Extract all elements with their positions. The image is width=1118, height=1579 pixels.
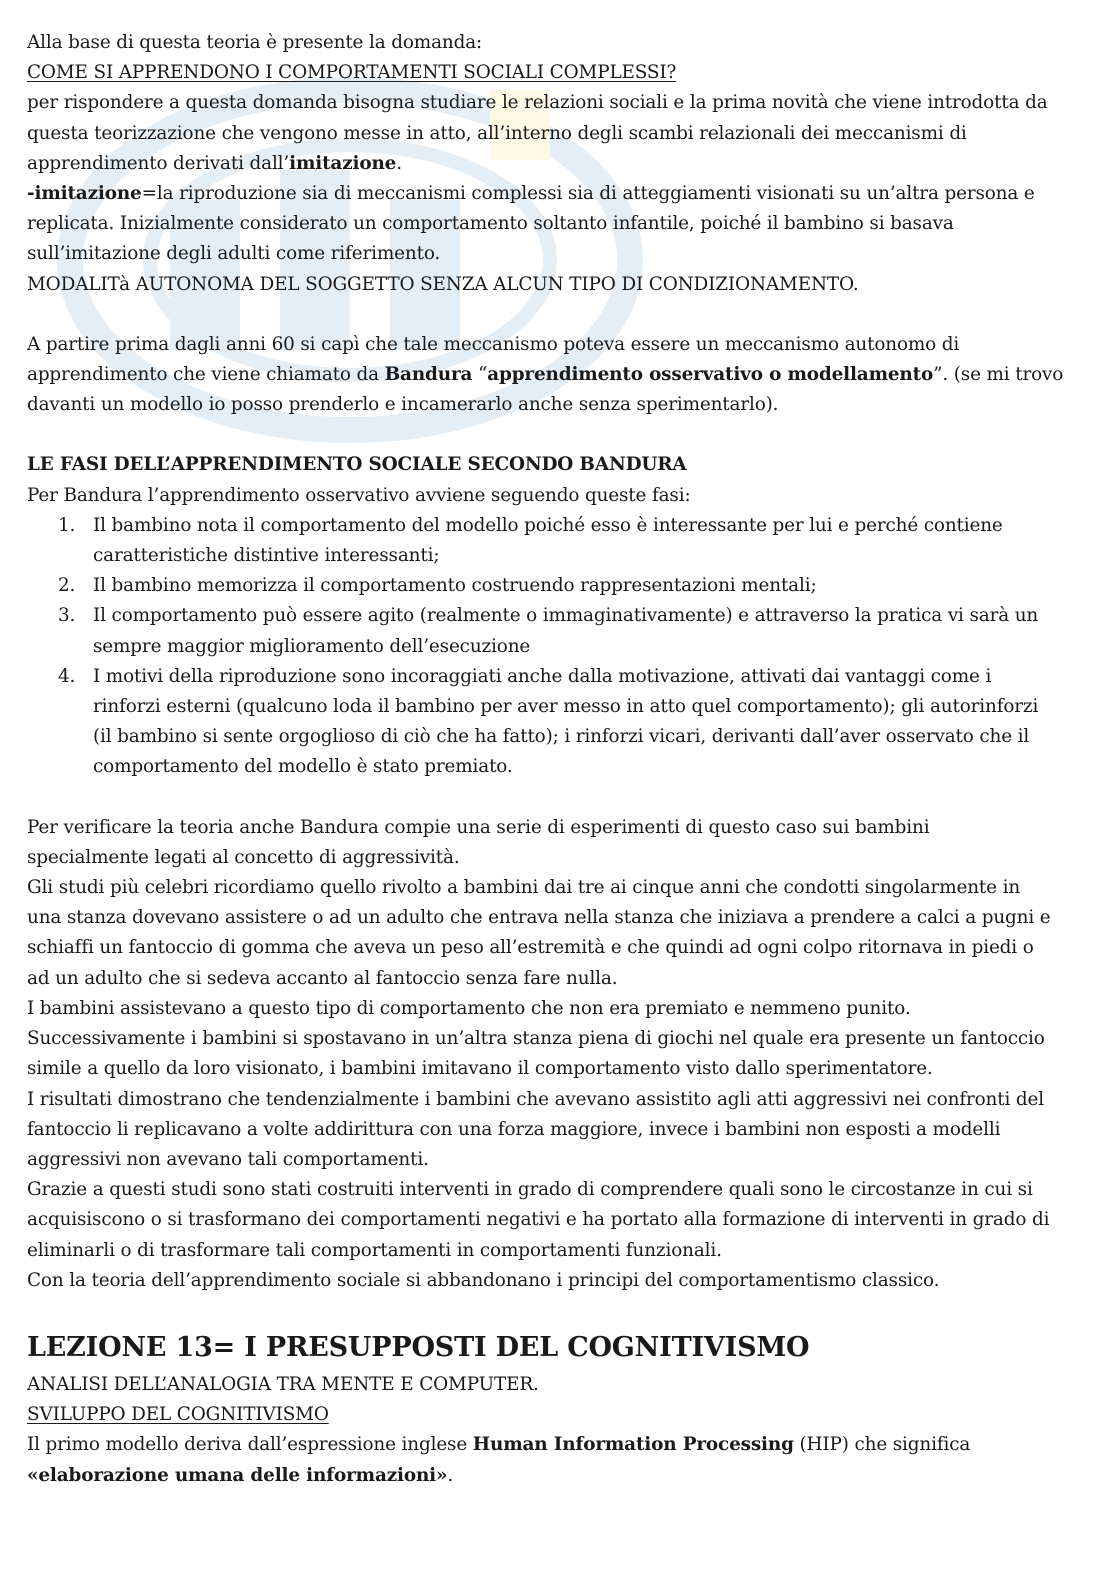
keyword-apprendimento: apprendimento osservativo o modellamento <box>487 364 934 386</box>
keyword-hip: Human Information Processing <box>472 1434 794 1456</box>
paragraph-line: I bambini assistevano a questo tipo di comportamento che non era premiato e nemmeno punito. <box>27 997 911 1019</box>
caps-note: ANALISI DELL’ANALOGIA TRA MENTE E COMPUTER. <box>27 1373 539 1395</box>
phase-number: 3. <box>58 605 76 627</box>
paragraph-line: apprendimento derivati dall’imitazione. <box>27 152 402 174</box>
keyword-imitazione: imitazione <box>289 152 397 174</box>
phase-item <box>27 571 1093 601</box>
phase-line: I motivi della riproduzione sono incoraggiati anche dalla motivazione, attivati dai vantaggi come i <box>93 665 992 687</box>
paragraph-line: Successivamente i bambini si spostavano in un’altra stanza piena di giochi nel quale era presente un fantoccio <box>27 1028 1045 1050</box>
paragraph-line: Per verificare la teoria anche Bandura compie una serie di esperimenti di questo caso sui bambini <box>27 816 930 838</box>
phase-line: sempre maggior miglioramento dell’esecuzione <box>93 635 531 657</box>
intro-line: Alla base di questa teoria è presente la domanda: <box>27 32 483 53</box>
phase-item <box>27 601 1093 661</box>
phase-line: Il comportamento può essere agito (realmente o immaginativamente) e attraverso la pratica vi sarà un <box>93 605 1039 627</box>
paragraph-line: schiaffi un fantoccio di gomma che aveva un peso all’estremità e che quindi ad ogni colpo ritornava in piedi o <box>27 937 1034 959</box>
paragraph-line: I risultati dimostrano che tendenzialmente i bambini che avevano assistito agli atti aggressivi nei confronti del <box>27 1088 1044 1110</box>
definition-line: sull’imitazione degli adulti come riferimento. <box>27 243 441 265</box>
paragraph-line: Il primo modello deriva dall’espressione inglese Human Information Processing (HIP) che significa <box>27 1434 971 1456</box>
paragraph-line: una stanza dovevano assistere o ad un adulto che entrava nella stanza che iniziava a prendere a calci a pugni e <box>27 907 1051 929</box>
definition-line: -imitazione=la riproduzione sia di meccanismi complessi sia di atteggiamenti visionati su un’altra persona e <box>27 183 1035 205</box>
experiments-section <box>27 813 1093 1296</box>
phase-list <box>27 511 1093 783</box>
lesson-title: LEZIONE 13= I PRESUPPOSTI DEL COGNITIVISMO <box>27 1331 810 1363</box>
phase-number: 1. <box>58 514 76 536</box>
paragraph-line: davanti un modello io posso prenderlo e incamerarlo anche senza sperimentarlo). <box>27 394 779 416</box>
phase-line: Il bambino nota il comportamento del modello poiché esso è interessante per lui e perché contiene <box>93 514 1003 536</box>
phase-item <box>27 511 1093 571</box>
phase-line: caratteristiche distintive interessanti; <box>93 545 440 567</box>
phase-line: Il bambino memorizza il comportamento costruendo rappresentazioni mentali; <box>93 575 817 597</box>
phase-number: 2. <box>58 575 76 597</box>
phase-line: comportamento del modello è stato premiato. <box>93 756 513 778</box>
paragraph-line: aggressivi non avevano tali comportamenti. <box>27 1148 429 1170</box>
caps-note: MODALITà AUTONOMA DEL SOGGETTO SENZA ALCUN TIPO DI CONDIZIONAMENTO. <box>27 273 859 295</box>
paragraph-line: fantoccio li replicavano a volte addirittura con una forza maggiore, invece i bambini non esposti a modelli <box>27 1118 1001 1140</box>
phase-line: rinforzi esterni (qualcuno loda il bambino per aver messo in atto quel comportamento); gli autorinforzi <box>93 696 1039 718</box>
definition-line: replicata. Inizialmente considerato un comportamento soltanto infantile, poiché il bambino si basava <box>27 213 954 235</box>
keyword-bandura: Bandura <box>384 364 473 386</box>
paragraph-line: ad un adulto che si sedeva accanto al fantoccio senza fare nulla. <box>27 967 618 989</box>
definition-term: -imitazione <box>27 183 142 205</box>
paragraph-line: Per Bandura l’apprendimento osservativo avviene seguendo queste fasi: <box>27 484 691 506</box>
paragraph-line: specialmente legati al concetto di aggressività. <box>27 846 460 868</box>
paragraph-line: Grazie a questi studi sono stati costruiti interventi in grado di comprendere quali sono le circostanze in cui si <box>27 1179 1033 1201</box>
paragraph-line: «elaborazione umana delle informazioni». <box>27 1464 454 1486</box>
paragraph-line: per rispondere a questa domanda bisogna studiare le relazioni sociali e la prima novità che viene introdotta da <box>27 92 1048 114</box>
paragraph-line: eliminarli o di trasformare tali comportamenti in comportamenti funzionali. <box>27 1239 722 1261</box>
question-heading: COME SI APPRENDONO I COMPORTAMENTI SOCIALI COMPLESSI? <box>27 62 677 84</box>
subheading: SVILUPPO DEL COGNITIVISMO <box>27 1404 329 1426</box>
paragraph-line: Gli studi più celebri ricordiamo quello rivolto a bambini dai tre ai cinque anni che condotti singolarmente in <box>27 877 1021 899</box>
section-heading: LE FASI DELL’APPRENDIMENTO SOCIALE SECONDO BANDURA <box>27 454 687 476</box>
phase-item <box>27 662 1093 783</box>
paragraph-line: A partire prima dagli anni 60 si capì che tale meccanismo poteva essere un meccanismo autonomo di <box>27 333 960 355</box>
keyword-elaborazione: «elaborazione umana delle informazioni» <box>27 1464 448 1486</box>
paragraph-line: Con la teoria dell’apprendimento sociale si abbandonano i principi del comportamentismo classico. <box>27 1269 940 1291</box>
paragraph-line: apprendimento che viene chiamato da Bandura “apprendimento osservativo o modellamento”. (se mi trovo <box>27 364 1064 386</box>
document-page <box>27 28 1093 1491</box>
phase-line: (il bambino si sente orgoglioso di ciò che ha fatto); i rinforzi vicari, derivanti dall’aver osservato che il <box>93 726 1030 748</box>
phase-number: 4. <box>58 665 76 687</box>
paragraph-line: simile a quello da loro visionato, i bambini imitavano il comportamento visto dallo sperimentatore. <box>27 1058 933 1080</box>
paragraph-line: acquisiscono o si trasformano dei comportamenti negativi e ha portato alla formazione di interventi in grado di <box>27 1209 1050 1231</box>
paragraph-line: questa teorizzazione che vengono messe in atto, all’interno degli scambi relazionali dei meccanismi di <box>27 122 967 144</box>
